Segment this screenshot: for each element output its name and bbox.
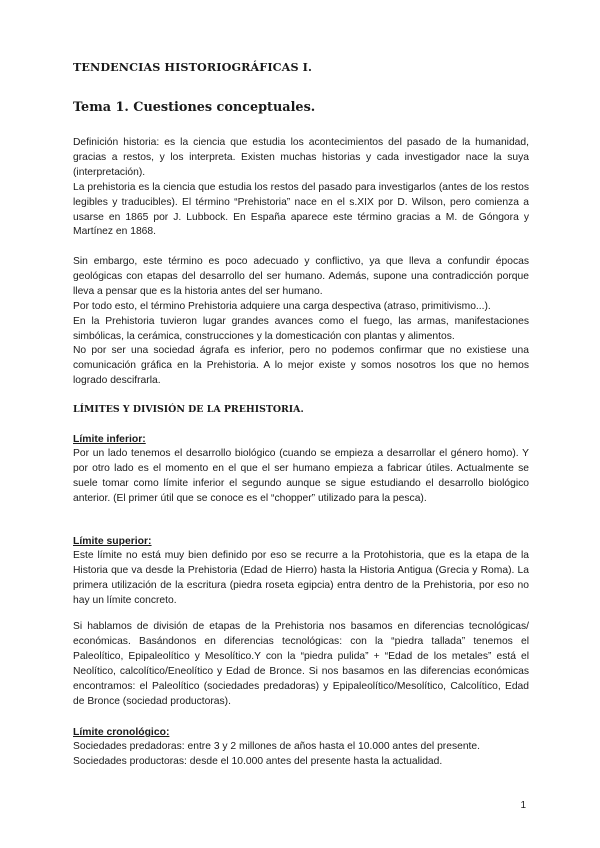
history-definition-paragraph: Definición historia: es la ciencia que estudia los acontecimientos del pasado de la humanidad, gracias a restos, y los interpreta. Existen muchas historias y cada investigador nace la suya (interpretación).	[73, 137, 529, 178]
lower-limit-section	[73, 432, 529, 507]
division-section	[73, 620, 529, 709]
upper-limit-heading: Límite superior:	[73, 536, 152, 547]
term-conflict-paragraph: Sin embargo, este término es poco adecuado y conflictivo, ya que lleva a confundir épocas geológicas con etapas del desarrollo del ser humano. Además, supone una contradicción porque lleva a pensar que es la historia antes del ser humano.	[73, 256, 529, 297]
document-title: TENDENCIAS HISTORIOGRÁFICAS I.	[73, 60, 312, 74]
lower-limit-heading: Límite inferior:	[73, 434, 146, 445]
advances-paragraph: En la Prehistoria tuvieron lugar grandes avances como el fuego, las armas, manifestaciones simbólicas, la cerámica, construcciones y la domesticación con plantas y alimentos.	[73, 315, 529, 342]
upper-limit-text: Este límite no está muy bien definido por eso se recurre a la Protohistoria, que es la etapa de la Historia que va desde la Prehistoria (Edad de Hierro) hasta la Historia Antigua (Grecia y Roma). La primera utilización de la escritura (piedra roseta egipcia) entra dentro de la Prehistoria, por eso no hay un límite concreto.	[73, 550, 529, 606]
chronological-limit-section	[73, 725, 529, 770]
limits-section-heading: LÍMITES Y DIVISIÓN DE LA PREHISTORIA.	[73, 404, 304, 415]
lower-limit-text: Por un lado tenemos el desarrollo biológico (cuando se empieza a desarrollar el género homo). Y por otro lado es el momento en el que el ser humano empieza a fabricar útiles. Actualmente se suele tomar como límite inferior el segundo aunque se sigue estudiando el desarrollo biológico anterior. (El primer útil que se conoce es el “chopper” utilizado para la pesca).	[73, 448, 529, 504]
topic-heading: Tema 1. Cuestiones conceptuales.	[73, 100, 316, 115]
pejorative-paragraph: Por todo esto, el término Prehistoria adquiere una carga despectiva (atraso, primitivismo...).	[73, 300, 491, 312]
division-paragraph: Si hablamos de división de etapas de la Prehistoria nos basamos en diferencias tecnológicas/ económicas. Basándonos en diferencias tecnológicas: con la “piedra tallada” tenemos el Paleolítico, Epipaleolítico y Mesolítico.Y con la “piedra pulida” + “Edad de los metales” está el Neolítico, calcolítico/Eneolítico y Edad de Bronce. Si nos basamos en las diferencias económicas encontramos: el Paleolítico (sociedades predadoras) y Epipaleolítico/Mesolítico, Calcolítico, Edad de Bronce (sociedad productoras).	[73, 621, 529, 707]
discussion-section	[73, 255, 529, 389]
upper-limit-section	[73, 534, 529, 609]
agrafa-paragraph: No por ser una sociedad ágrafa es inferior, pero no podemos confirmar que no existiese una comunicación gráfica en la Prehistoria. A lo mejor existe y somos nosotros los que no hemos logrado descifrarla.	[73, 345, 529, 387]
productive-societies-line: Sociedades productoras: desde el 10.000 antes del presente hasta la actualidad.	[73, 755, 443, 767]
predatory-societies-line: Sociedades predadoras: entre 3 y 2 millones de años hasta el 10.000 antes del presente.	[73, 741, 480, 752]
page-number: 1	[520, 800, 526, 811]
intro-section	[73, 136, 529, 240]
prehistory-definition-paragraph: La prehistoria es la ciencia que estudia los restos del pasado para investigarlos (antes de los restos legibles y traducibles). El término “Prehistoria” nace en el s.XIX por D. Wilson, pero comienza a usarse en 1865 por J. Lubbock. En España aparece este término gracias a M. de Góngora y Martínez en 1868.	[73, 181, 529, 238]
chronological-limit-heading: Límite cronológico:	[73, 727, 170, 738]
